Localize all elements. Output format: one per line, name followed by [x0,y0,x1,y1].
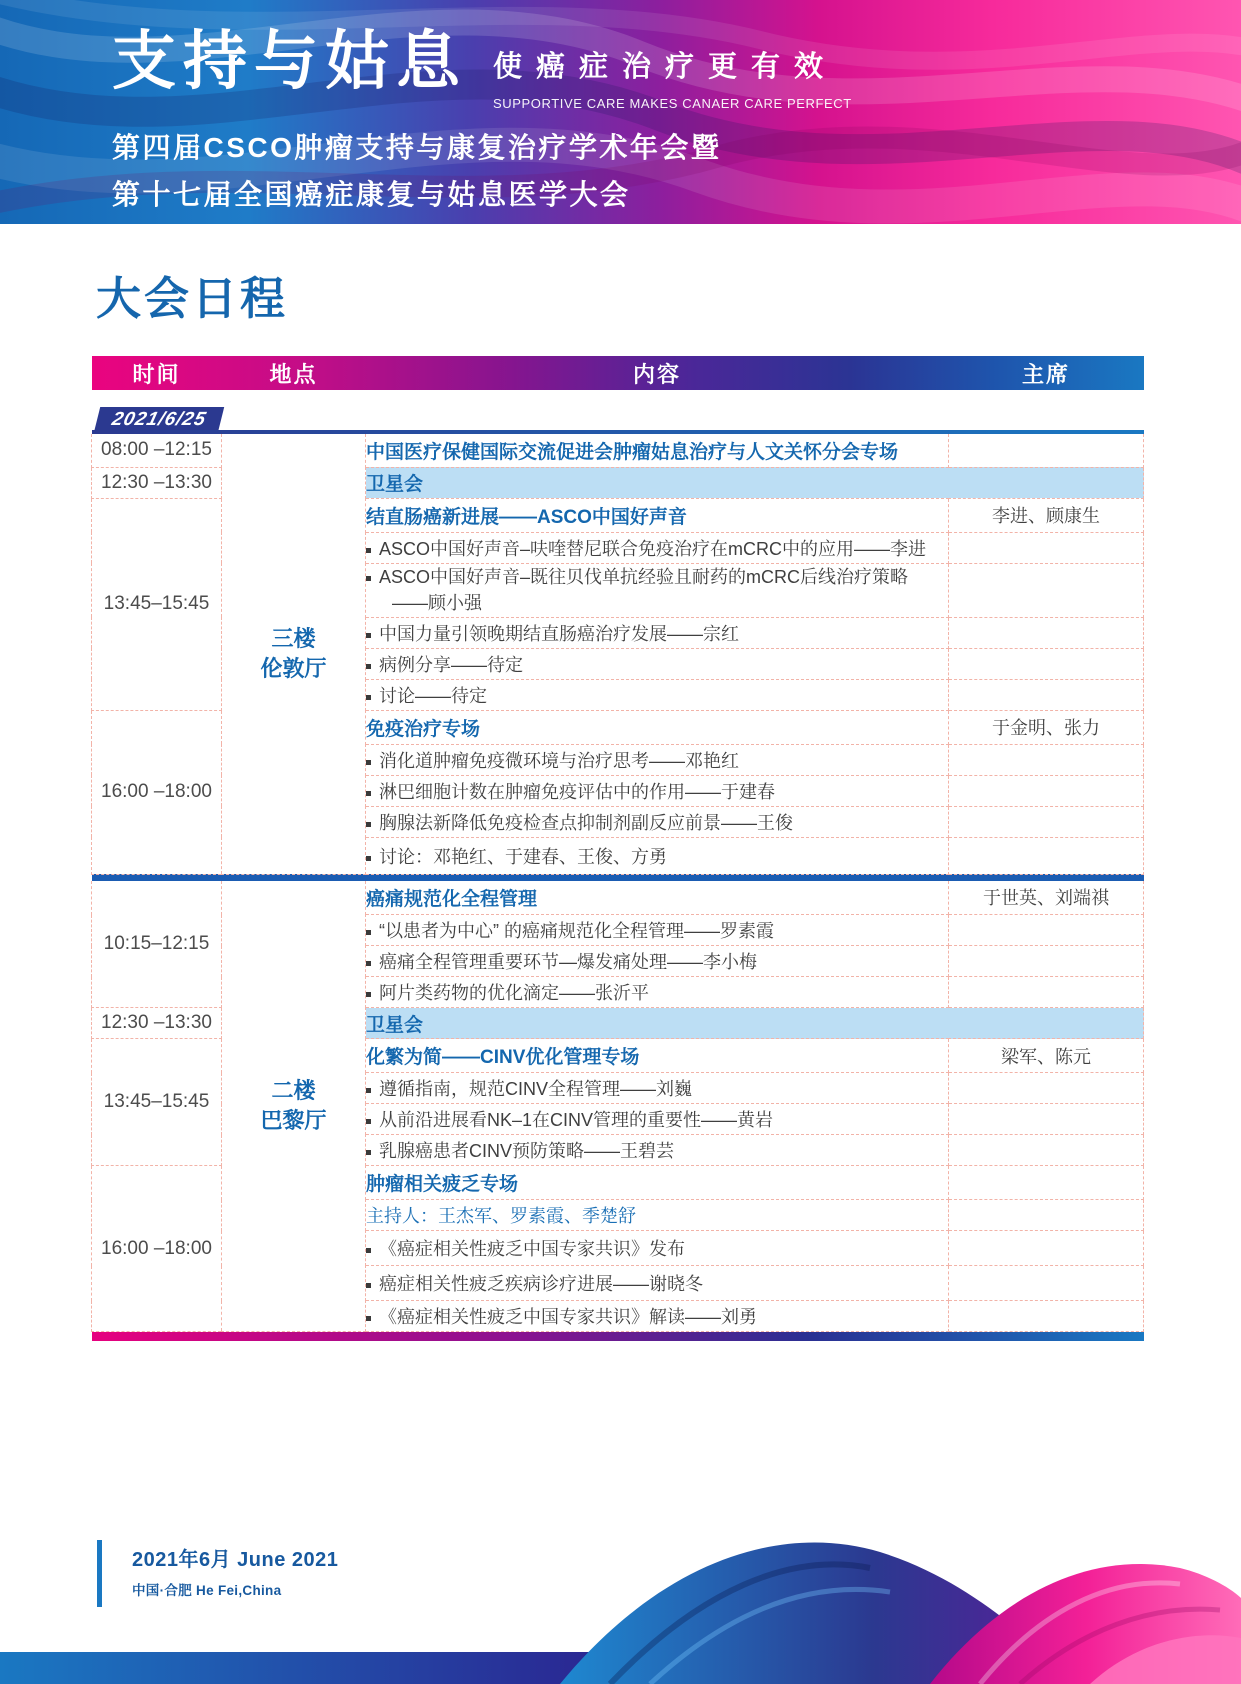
session-item-text: 阿片类药物的优化滴定——张沂平 [379,983,649,1003]
chair-cell-empty [949,532,1144,563]
bullet-square-icon [366,856,371,861]
session-item [366,1231,949,1266]
time-cell: 10:15–12:15 [92,881,222,1008]
bullet-square-icon [366,1283,371,1288]
chair-names: 梁军、陈元 [949,1039,1144,1073]
session-item-text: 《癌症相关性疲乏中国专家共识》发布 [379,1239,685,1259]
location-hall: 伦敦厅 [260,655,327,681]
session-item [366,1135,949,1166]
bullet-square-icon [366,1150,371,1155]
session-item-text: 胸腺法新降低免疫检查点抑制剂副反应前景——王俊 [379,812,793,833]
session-item-text: 淋巴细胞计数在肿瘤免疫评估中的作用——于建春 [379,781,775,802]
session-item [366,977,949,1008]
bullet-square-icon [366,1316,371,1321]
session-item-text: 病例分享——待定 [379,654,523,675]
chair-cell-empty [949,946,1144,977]
session-title: 结直肠癌新进展——ASCO中国好声音 [366,498,949,532]
bullet-square-icon [366,791,371,796]
chair-cell-empty [949,775,1144,806]
col-header-chair: 主席 [1021,361,1070,387]
session-item-text: 癌症相关性疲乏疾病诊疗进展——谢晓冬 [379,1274,703,1294]
bullet-square-icon [366,548,371,553]
session-title: 化繁为简——CINV优化管理专场 [366,1039,949,1073]
bullet-square-icon [366,822,371,827]
location-floor: 三楼 [271,626,316,652]
chair-cell-empty [949,915,1144,946]
session-item [366,744,949,775]
bullet-square-icon [366,992,371,997]
session-item-text: “以患者为中心” 的癌痛规范化全程管理——罗素霞 [379,921,774,941]
chair-cell-empty [949,1231,1144,1266]
session-item-text: 癌痛全程管理重要环节—爆发痛处理——李小梅 [379,952,757,972]
chair-cell-empty [949,1073,1144,1104]
session-item [366,648,949,679]
chair-cell-empty [949,434,1144,467]
session-item [366,1073,949,1104]
bullet-square-icon [366,695,371,700]
banner-text-block [112,25,852,213]
col-header-time: 时间 [132,361,181,387]
chair-cell-empty [949,1166,1144,1200]
session-item [366,532,949,563]
session-item [366,1104,949,1135]
bullet-square-icon [366,1248,371,1253]
satellite-session-band: 卫星会 [366,1008,1144,1039]
col-header-content: 内容 [632,361,681,387]
session-item [366,806,949,837]
location-cell-paris [222,881,366,1332]
session-item-text: 讨论：邓艳红、于建春、王俊、方勇 [379,846,667,867]
session-item-text: ASCO中国好声音–呋喹替尼联合免疫治疗在mCRC中的应用——李进 [379,538,927,559]
session-item [366,837,949,874]
session-item [366,563,949,617]
bullet-square-icon [366,576,371,581]
schedule-table [91,356,1144,1341]
table-row [92,434,1144,467]
session-item-text: 乳腺癌患者CINV预防策略——王碧芸 [379,1141,675,1161]
session-item-text: 消化道肿瘤免疫微环境与治疗思考——邓艳红 [379,750,739,771]
chair-cell-empty [949,806,1144,837]
chair-cell-empty [949,977,1144,1008]
bullet-square-icon [366,760,371,765]
time-cell: 13:45–15:45 [92,498,222,710]
bullet-square-icon [366,1119,371,1124]
session-title: 中国医疗保健国际交流促进会肿瘤姑息治疗与人文关怀分会专场 [366,434,949,467]
session-item-speaker: ——顾小强 [392,593,482,613]
chair-names: 李进、顾康生 [949,498,1144,532]
chair-cell-empty [949,617,1144,648]
table-bottom-bar [92,1332,1144,1342]
session-item-text: 《癌症相关性疲乏中国专家共识》解读——刘勇 [379,1307,757,1327]
banner-tagline-en: SUPPORTIVE CARE MAKES CANAER CARE PERFECT [493,96,852,111]
location-hall: 巴黎厅 [260,1107,327,1133]
bullet-square-icon [366,930,371,935]
chair-cell-empty [949,1266,1144,1301]
page-title: 大会日程 [96,273,289,324]
bullet-square-icon [366,1088,371,1093]
footer-location: 中国·合肥 He Fei,China [132,1583,282,1598]
session-item-text: 中国力量引领晚期结直肠癌治疗发展——宗红 [379,623,739,644]
session-title: 免疫治疗专场 [366,710,949,744]
date-badge [94,407,224,432]
session-item [366,1266,949,1301]
session-item-text: ASCO中国好声音–既往贝伐单抗经验且耐药的mCRC后线治疗策略 [379,566,909,587]
time-cell: 16:00 –18:00 [92,1166,222,1332]
session-item [366,915,949,946]
time-cell: 16:00 –18:00 [92,710,222,874]
session-item [366,679,949,710]
bullet-square-icon [366,664,371,669]
chair-cell-empty [949,837,1144,874]
chair-names: 于世英、刘端祺 [949,881,1144,915]
date-underline [92,430,1144,434]
bullet-square-icon [366,633,371,638]
chair-cell-empty [949,1104,1144,1135]
session-title: 癌痛规范化全程管理 [366,881,949,915]
footer-date: 2021年6月 June 2021 [132,1549,339,1571]
time-cell: 08:00 –12:15 [92,434,222,467]
chair-names: 于金明、张力 [949,710,1144,744]
chair-cell-empty [949,648,1144,679]
date-text: 2021/6/25 [109,408,209,430]
bottom-wave-art [0,1500,1241,1684]
session-hosts: 主持人：王杰军、罗素霞、季楚舒 [366,1200,949,1231]
brand-logo-text: 支持与姑息 [112,25,467,97]
conference-title-line2: 第十七届全国癌症康复与姑息医学大会 [112,179,631,210]
bullet-square-icon [366,961,371,966]
table-header-row [92,356,1144,390]
location-cell-london [222,434,366,874]
session-item-text: 遵循指南，规范CINV全程管理——刘巍 [379,1079,693,1099]
chair-cell-empty [949,1301,1144,1332]
time-cell: 12:30 –13:30 [92,1008,222,1039]
table-row [92,881,1144,915]
session-item [366,946,949,977]
session-item-text: 讨论——待定 [379,685,487,706]
conference-title-line1: 第四届CSCO肿瘤支持与康复治疗学术年会暨 [112,132,722,163]
satellite-session-band: 卫星会 [366,467,1144,498]
time-cell: 13:45–15:45 [92,1039,222,1166]
banner-tagline [493,28,852,111]
session-item [366,1301,949,1332]
chair-cell-empty [949,744,1144,775]
session-item-text: 从前沿进展看NK–1在CINV管理的重要性——黄岩 [379,1110,774,1130]
chair-cell-empty [949,563,1144,617]
date-row [92,390,1144,434]
banner [0,0,1241,224]
chair-cell-empty [949,1135,1144,1166]
location-floor: 二楼 [271,1078,316,1104]
session-item [366,617,949,648]
chair-cell-empty [949,679,1144,710]
chair-cell-empty [949,1200,1144,1231]
banner-tagline-cn: 使癌症治疗更有效 [493,51,838,83]
col-header-location: 地点 [269,361,318,387]
session-item [366,775,949,806]
session-title: 肿瘤相关疲乏专场 [366,1166,949,1200]
time-cell: 12:30 –13:30 [92,467,222,498]
